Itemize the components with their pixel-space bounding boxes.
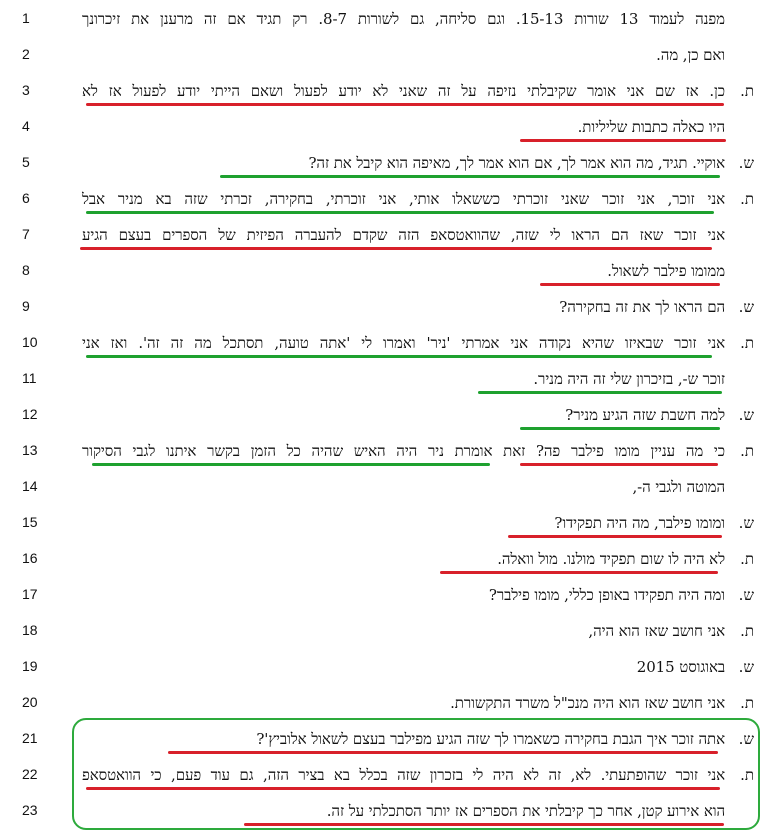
green-underline (86, 211, 714, 214)
line-number: 17 (22, 586, 38, 602)
line-text: היו כאלה כתבות שליליות. (577, 118, 725, 136)
transcript-line-18 (0, 616, 780, 652)
line-text: אני חושב שאז הוא היה, (588, 622, 725, 640)
line-text: ואם כן, מה. (656, 46, 725, 64)
transcript-line-16 (0, 544, 780, 580)
line-number: 1 (22, 10, 30, 26)
line-text: ומומו פילבר, מה היה תפקידו? (554, 514, 725, 532)
speaker-label: ת. (740, 334, 754, 352)
line-text: מפנה לעמוד 13 שורות 15-13. וגם סליחה, גם לשורות 8-7. רק תגיד אם זה מרענן את זיכרונך (82, 10, 725, 28)
speaker-label: ש. (738, 586, 754, 604)
speaker-label: ת. (740, 622, 754, 640)
transcript-line-19 (0, 652, 780, 688)
green-underline (86, 355, 712, 358)
line-number: 3 (22, 82, 30, 98)
line-number: 13 (22, 442, 38, 458)
transcript-line-11 (0, 364, 780, 400)
transcript-line-15 (0, 508, 780, 544)
line-text: הוא אירוע קטן, אחר כך קיבלתי את הספרים אז יותר הסתכלתי על זה. (326, 802, 725, 820)
transcript-line-9 (0, 292, 780, 328)
transcript-line-12 (0, 400, 780, 436)
transcript-line-1 (0, 4, 780, 40)
transcript-line-3 (0, 76, 780, 112)
line-text: הם הראו לך את זה בחקירה? (559, 298, 725, 316)
line-number: 8 (22, 262, 30, 278)
line-number: 22 (22, 766, 38, 782)
line-text: אני זוכר, אני זוכר שאני זוכרתי כששאלו אותי, אני זוכרתי, בחקירה, זכרתי שזה בא מניר אבל (82, 190, 725, 208)
green-highlight-box (72, 718, 760, 830)
line-number: 21 (22, 730, 38, 746)
line-text: ומה היה תפקידו באופן כללי, מומו פילבר? (488, 586, 725, 604)
green-underline (478, 391, 722, 394)
speaker-label: ת. (740, 442, 754, 460)
transcript-line-7 (0, 220, 780, 256)
line-text: אני זוכר שאז הם הראו לי שזה, שהוואטסאפ הזה שקדם להעברה הפיזית של הספרים בעצם הגיע (82, 226, 725, 244)
transcript-line-4 (0, 112, 780, 148)
line-text: זוכר ש-, בזיכרון שלי זה היה מניר. (533, 370, 725, 388)
line-text: למה חשבת שזה הגיע מניר? (565, 406, 725, 424)
line-number: 4 (22, 118, 30, 134)
line-number: 15 (22, 514, 38, 530)
transcript-line-10 (0, 328, 780, 364)
speaker-label: ש. (738, 154, 754, 172)
line-number: 14 (22, 478, 38, 494)
line-number: 16 (22, 550, 38, 566)
line-number: 19 (22, 658, 38, 674)
line-text: כי מה עניין מומו פילבר פה? זאת אומרת ניר היה האיש שהיה כל הזמן בקשר איתנו לגבי הסיקור (82, 442, 725, 460)
transcript-line-17 (0, 580, 780, 616)
speaker-label: ש. (738, 658, 754, 676)
line-number: 9 (22, 298, 30, 314)
speaker-label: ש. (738, 406, 754, 424)
line-number: 20 (22, 694, 38, 710)
transcript-line-13 (0, 436, 780, 472)
speaker-label: ת. (740, 550, 754, 568)
green-underline (520, 427, 720, 430)
green-underline (220, 175, 720, 178)
transcript-line-14 (0, 472, 780, 508)
transcript-line-5 (0, 148, 780, 184)
line-text: אוקיי. תגיד, מה הוא אמר לך, אם הוא אמר לך, מאיפה הוא קיבל את זה? (308, 154, 725, 172)
line-text: ממומו פילבר לשאול. (607, 262, 725, 280)
red-underline (440, 571, 718, 574)
line-text: אני זוכר שהופתעתי. לא, זה לא היה לי בזכרון שזה בכלל בא בציר הזה, גם עוד פעם, כי הוואטסאפ (82, 766, 725, 784)
red-underline (86, 103, 724, 106)
red-underline (520, 463, 718, 466)
line-text: באוגוסט 2015 (636, 658, 725, 676)
red-underline (540, 283, 720, 286)
speaker-label: ת. (740, 82, 754, 100)
line-number: 12 (22, 406, 38, 422)
red-underline (520, 139, 726, 142)
red-underline (80, 247, 712, 250)
line-number: 18 (22, 622, 38, 638)
line-text: אני זוכר שבאיזו שהיא נקודה אני אמרתי 'ניר' ואמרו לי 'אתה טועה, תסתכל מה זה זה'. ואז אני (82, 334, 725, 352)
line-text: אני חושב שאז הוא היה מנכ"ל משרד התקשורת. (450, 694, 725, 712)
speaker-label: ש. (738, 298, 754, 316)
speaker-label: ש. (738, 730, 754, 748)
transcript-line-6 (0, 184, 780, 220)
transcript-line-8 (0, 256, 780, 292)
line-text: לא היה לו שום תפקיד מולנו. מול וואלה. (497, 550, 725, 568)
speaker-label: ת. (740, 694, 754, 712)
line-number: 10 (22, 334, 38, 350)
speaker-label: ש. (738, 514, 754, 532)
transcript-line-2 (0, 40, 780, 76)
speaker-label: ת. (740, 190, 754, 208)
red-underline (508, 535, 722, 538)
line-number: 11 (22, 370, 37, 386)
line-number: 2 (22, 46, 30, 62)
line-text: כן. אז שם אני אומר שקיבלתי נזיפה על זה שאני לא יודע לפעול ושאם הייתי יודע לפעול אז לא (82, 82, 725, 100)
line-number: 23 (22, 802, 38, 818)
line-number: 7 (22, 226, 30, 242)
line-text: אתה זוכר איך הגבת בחקירה כשאמרו לך שזה הגיע מפילבר בעצם לשאול אלוביץ'? (256, 730, 725, 748)
line-number: 6 (22, 190, 30, 206)
line-text: המוטה ולגבי ה-, (632, 478, 725, 496)
speaker-label: ת. (740, 766, 754, 784)
line-number: 5 (22, 154, 30, 170)
green-underline (92, 463, 490, 466)
